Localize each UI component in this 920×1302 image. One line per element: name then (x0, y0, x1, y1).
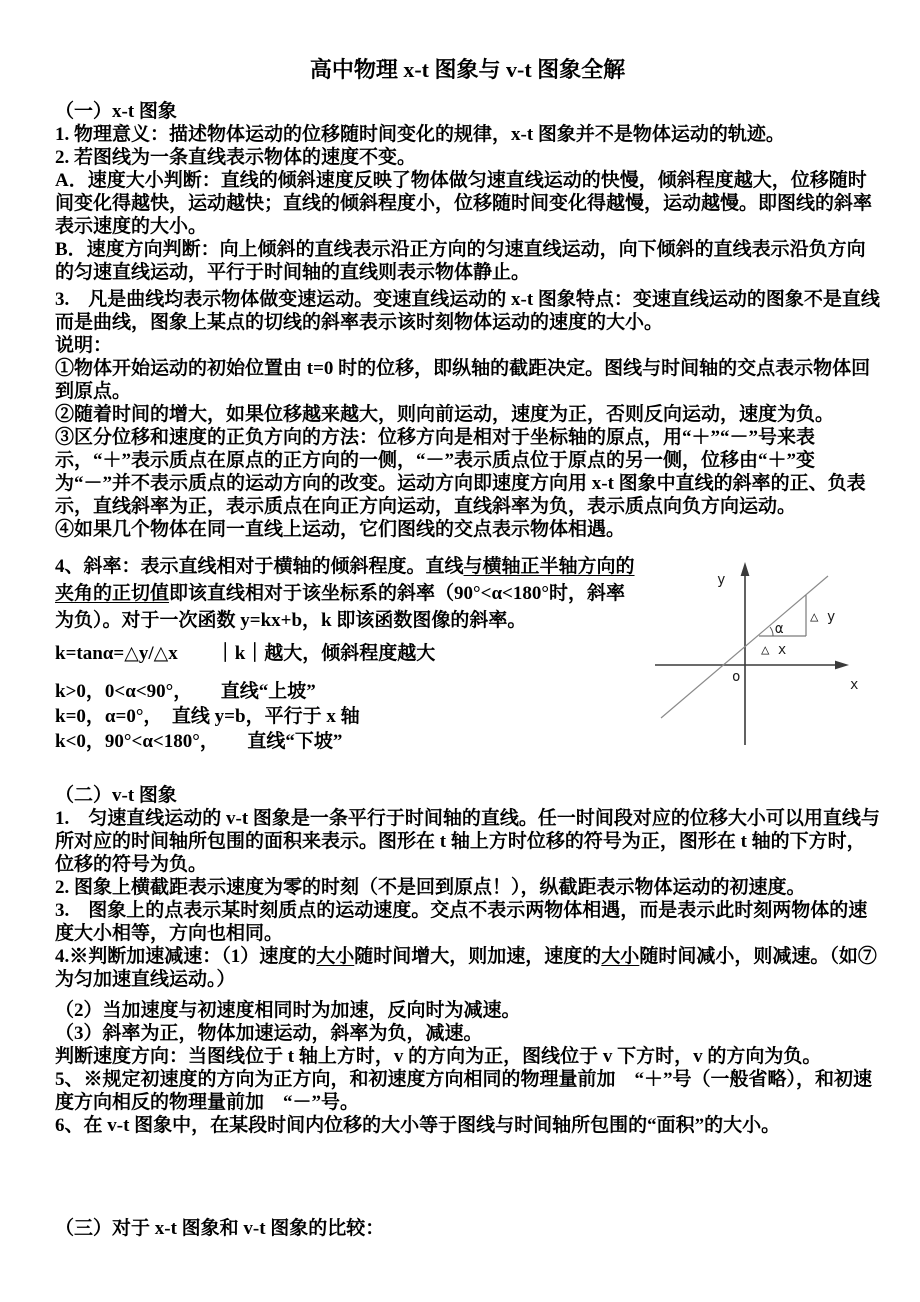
vt-paragraph-2: 2. 图象上横截距表示速度为零的时刻（不是回到原点！），纵截距表示物体运动的初速度。 (55, 877, 806, 898)
note-1: ①物体开始运动的初始位置由 t=0 时的位移，即纵轴的截距决定。图线与时间轴的交点表示物体回到原点。 (55, 358, 871, 402)
y-axis-arrow-icon (741, 562, 750, 576)
vt-paragraph-7: 判断速度方向：当图线位于 t 轴上方时，v 的方向为正，图线位于 v 下方时，v 的方向为负。 (55, 1046, 822, 1067)
vt-paragraph-5: （2）当加速度与初速度相同时为加速，反向时为减速。 (55, 1000, 521, 1021)
accel-text-2: 随时间增大，则加速，速度的 (354, 946, 602, 967)
vt-paragraph-8: 5、※规定初速度的方向为正方向，和初速度方向相同的物理量前加 “＋”号（一般省略），和初速度方向相反的物理量前加 “－”号。 (55, 1069, 873, 1113)
accel-text-3: 随时间减小，则减速。（如⑦为匀加速直线运动。） (55, 946, 877, 990)
note-3: ③区分位移和速度的正负方向的方法：位移方向是相对于坐标轴的原点，用“＋”“－”号来表示，“＋”表示质点在原点的正方向的一侧，“－”表示质点位于原点的另一侧，位移由“＋”变为“－”并不表示质点的运动方向的改变。运动方向即速度方向用 x-t 图象中直线的斜率的正、负表示，直线斜率为正，表示质点在向正方向运动，直线斜率为负，表示质点向负方向运动。 (55, 427, 866, 517)
vt-paragraph-1: 1. 匀速直线运动的 v-t 图象是一条平行于时间轴的直线。任一时间段对应的位移大小可以用直线与所对应的时间轴所包围的面积来表示。图形在 t 轴上方时位移的符号为正，图形在 t 轴的下方时，位移的符号为负。 (55, 808, 880, 875)
k-positive-line: k>0，0<α<90°， 直线“上坡” (55, 681, 316, 702)
vt-paragraph-9: 6、在 v-t 图象中，在某段时间内位移的大小等于图线与时间轴所包围的“面积”的大小。 (55, 1115, 781, 1136)
paragraph-curved-line: 3. 凡是曲线均表示物体做变速运动。变速直线运动的 x-t 图象特点：变速直线运动的图象不是直线而是曲线，图象上某点的切线的斜率表示该时刻物体运动的速度的大小。 (55, 289, 880, 333)
y-axis-label: y (717, 572, 726, 588)
k-negative-line: k<0，90°<α<180°， 直线“下坡” (55, 731, 343, 752)
alpha-label: α (775, 621, 784, 637)
note-label: 说明： (55, 335, 113, 356)
accel-text-1: 4.※判断加速减速：（1）速度的 (55, 946, 317, 967)
delta-y-label: △ y (810, 609, 836, 625)
vt-paragraph-4 (55, 945, 880, 991)
paragraph-straight-line: 2. 若图线为一条直线表示物体的速度不变。 (55, 147, 417, 168)
slope-text-1: 4、斜率：表示直线相对于横轴的倾斜程度。直线 (55, 556, 464, 577)
vt-paragraph-6: （3）斜率为正，物体加速运动，斜率为负，减速。 (55, 1023, 483, 1044)
slope-text-2: 即该直线相对于该坐标系的斜率（90°<α<180°时，斜率为负）。对于一次函数 y=kx+b，k 即该函数图像的斜率。 (55, 583, 625, 631)
section2-heading: （二）v-t 图象 (55, 785, 177, 806)
section1-heading: （一）x-t 图象 (55, 101, 177, 122)
k-zero-line: k=0，α=0°， 直线 y=b，平行于 x 轴 (55, 706, 360, 727)
origin-label: o (732, 669, 741, 685)
delta-x-label: △ x (761, 642, 787, 658)
slope-diagram (653, 557, 868, 749)
accel-underline-2: 大小 (601, 946, 640, 967)
accel-underline-1: 大小 (316, 946, 355, 967)
note-4: ④如果几个物体在同一直线上运动，它们图线的交点表示物体相遇。 (55, 519, 626, 540)
paragraph-physical-meaning: 1. 物理意义：描述物体运动的位移随时间变化的规律，x-t 图象并不是物体运动的轨迹。 (55, 124, 785, 145)
vt-paragraph-3: 3. 图象上的点表示某时刻质点的运动速度。交点不表示两物体相遇，而是表示此时刻两物体的速度大小相等，方向也相同。 (55, 900, 868, 944)
paragraph-speed-direction: B．速度方向判断：向上倾斜的直线表示沿正方向的匀速直线运动，向下倾斜的直线表示沿负方向的匀速直线运动，平行于时间轴的直线则表示物体静止。 (55, 239, 866, 283)
slope-diagram-svg (653, 557, 868, 749)
slope-text-underlined: 与横轴正半轴方向的夹角的正切值 (55, 556, 635, 604)
section3-heading: （三）对于 x-t 图象和 v-t 图象的比较： (55, 1218, 385, 1239)
note-2: ②随着时间的增大，如果位移越来越大，则向前运动，速度为正，否则反向运动，速度为负。 (55, 404, 835, 425)
x-axis-arrow-icon (835, 661, 849, 670)
slope-formula: k=tanα=△y/△x ｜k｜越大，倾斜程度越大 (55, 643, 436, 664)
x-axis-label: x (850, 677, 859, 693)
paragraph-speed-magnitude: A．速度大小判断：直线的倾斜速度反映了物体做匀速直线运动的快慢，倾斜程度越大，位移随时间变化得越快，运动越快；直线的倾斜程度小，位移随时间变化得越慢，运动越慢。即图线的斜率表示速度的大小。 (55, 170, 873, 237)
alpha-angle-arc (770, 627, 773, 636)
document-title: 高中物理 x-t 图象与 v-t 图象全解 (309, 57, 626, 82)
